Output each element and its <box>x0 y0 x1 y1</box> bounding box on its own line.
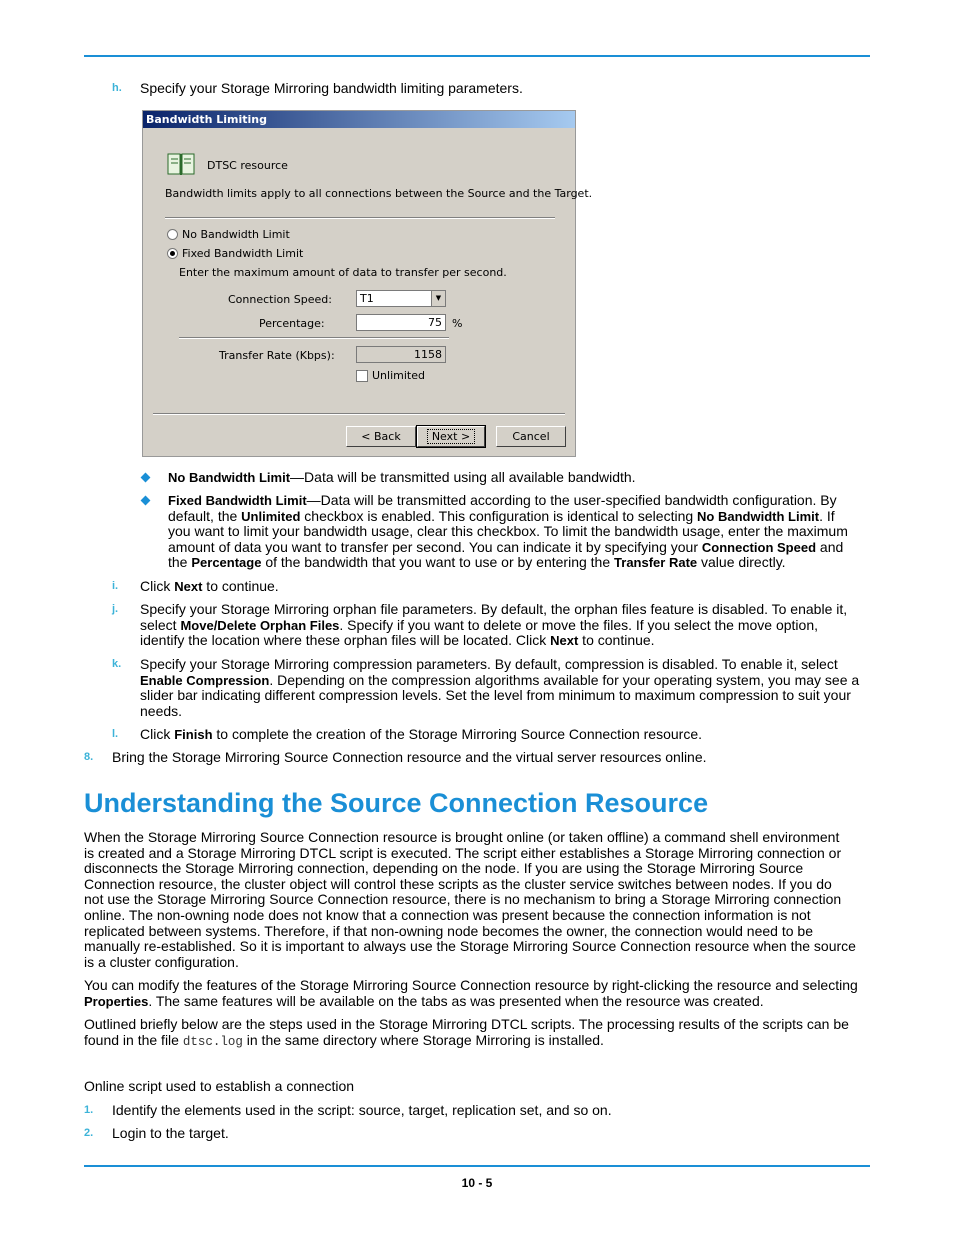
page-number: 10 - 5 <box>461 1176 493 1190</box>
unlimited-label[interactable]: Unlimited <box>372 369 425 382</box>
connection-speed-label: Connection Speed: <box>228 293 332 306</box>
percent-sign: % <box>452 317 463 330</box>
step-1-text: Identify the elements used in the script: source, target, replication set, and so on. <box>112 1102 612 1118</box>
fixed-bandwidth-limit-radio[interactable] <box>167 248 178 259</box>
header-rule <box>84 55 870 57</box>
step-h-text: Specify your Storage Mirroring bandwidth limiting parameters. <box>140 80 523 96</box>
step-k-text: Specify your Storage Mirroring compression parameters. By default, compression is disabled. To enable it, select Enable Compression. Depending on the compression algorithms available for your operating system, you may see a slider bar indicating different compression levels. Set the level from minimum to maximum compression to suit your needs. <box>140 656 860 719</box>
cancel-button[interactable]: Cancel <box>496 426 566 447</box>
book-icon <box>167 151 195 177</box>
unlimited-checkbox[interactable] <box>356 370 368 382</box>
step-l-text: Click Finish to complete the creation of the Storage Mirroring Source Connection resource. <box>140 726 702 742</box>
dialog-description: Bandwidth limits apply to all connections between the Source and the Target. <box>165 187 593 200</box>
percentage-label: Percentage: <box>259 317 325 330</box>
step-i-text: Click Next to continue. <box>140 578 279 594</box>
dialog-title: Bandwidth Limiting <box>143 111 575 128</box>
back-button[interactable]: < Back <box>346 426 416 447</box>
bullet-fixed-bandwidth: Fixed Bandwidth Limit—Data will be transmitted according to the user-specified bandwidth configuration. By default, the Unlimited checkbox is enabled. This configuration is identical to selecting No Bandwidth Limit. If you want to limit your bandwidth usage, clear this checkbox. To limit the bandwidth usage, enter the maximum amount of data you want to transfer per second. You can indicate it by specifying your Connection Speed and the Percentage of the bandwidth that you want to use or by entering the Transfer Rate value directly. <box>168 492 848 571</box>
bullet-icon <box>141 473 151 483</box>
step-marker: k. <box>112 658 122 670</box>
step-2-text: Login to the target. <box>112 1125 229 1141</box>
step-marker: h. <box>112 82 122 94</box>
step-marker: 8. <box>84 751 94 763</box>
transfer-rate-label: Transfer Rate (Kbps): <box>219 349 335 362</box>
step-marker: 2. <box>84 1127 94 1139</box>
step-8-text: Bring the Storage Mirroring Source Connection resource and the virtual server resources online. <box>112 749 707 765</box>
no-bandwidth-limit-radio[interactable] <box>167 229 178 240</box>
connection-speed-value: T1 <box>360 292 374 305</box>
bullet-no-bandwidth <box>168 470 636 486</box>
online-script-heading: Online script used to establish a connection <box>84 1078 355 1094</box>
step-marker: l. <box>112 728 119 740</box>
transfer-prompt: Enter the maximum amount of data to transfer per second. <box>179 266 507 279</box>
step-j-text: Specify your Storage Mirroring orphan file parameters. By default, the orphan files feature is disabled. To enable it, select Move/Delete Orphan Files. Specify if you want to delete or move the files. If you select the move option, identify the location where these orphan files will be located. Click Next to continue. <box>140 601 848 649</box>
separator <box>165 217 555 219</box>
paragraph-3: Outlined briefly below are the steps used in the Storage Mirroring DTCL scripts. The processing results of the scripts can be found in the file dtsc.log in the same directory where Storage Mirroring is installed. <box>84 1016 849 1049</box>
fixed-bandwidth-limit-label[interactable]: Fixed Bandwidth Limit <box>182 247 304 260</box>
transfer-rate-input[interactable]: 1158 <box>356 346 446 363</box>
paragraph-2: You can modify the features of the Storage Mirroring Source Connection resource by right-clicking the resource and selecting Properties. The same features will be available on the tabs as was presented when the resource was created. <box>84 977 858 1009</box>
resource-name: DTSC resource <box>207 159 288 172</box>
next-button-label: Next > <box>427 429 475 444</box>
no-bandwidth-limit-label[interactable]: No Bandwidth Limit <box>182 228 290 241</box>
bullet-bold: No Bandwidth Limit <box>168 470 291 485</box>
separator <box>179 337 449 339</box>
log-filename: dtsc.log <box>182 1034 243 1049</box>
footer-rule <box>84 1165 870 1167</box>
next-button[interactable] <box>417 426 485 447</box>
paragraph-1: When the Storage Mirroring Source Connection resource is brought online (or taken offline) a command shell environment is created and a Storage Mirroring DTCL script is executed. The script either establishes a Storage Mirroring connection or disconnects the Storage Mirroring connection, depending on the node. If you are using the Storage Mirroring Source Connection resource, the cluster object will control these scripts as the cluster service switches between nodes. If you do not use the Storage Mirroring Source Connection resource, there is no mechanism to bring a Storage Mirroring connection online. The non-owning node does not know that a connection was present because the connection information is not replicated between systems. Therefore, if that non-owning node becomes the owner, the connection would need to be manually re-established. So it is important to always use the Storage Mirroring Source Connection resource when the source is a cluster configuration. <box>84 829 856 970</box>
bullet-text: —Data will be transmitted using all available bandwidth. <box>290 469 636 485</box>
step-marker: 1. <box>84 1104 94 1116</box>
step-marker: j. <box>112 603 119 615</box>
connection-speed-select[interactable] <box>356 290 446 307</box>
percentage-input[interactable]: 75 <box>356 314 446 331</box>
step-marker: i. <box>112 580 119 592</box>
bullet-icon <box>141 496 151 506</box>
section-title: Understanding the Source Connection Resource <box>84 788 709 818</box>
chevron-down-icon[interactable]: ▼ <box>431 291 445 306</box>
bandwidth-limiting-dialog <box>142 110 593 457</box>
separator <box>153 413 565 415</box>
